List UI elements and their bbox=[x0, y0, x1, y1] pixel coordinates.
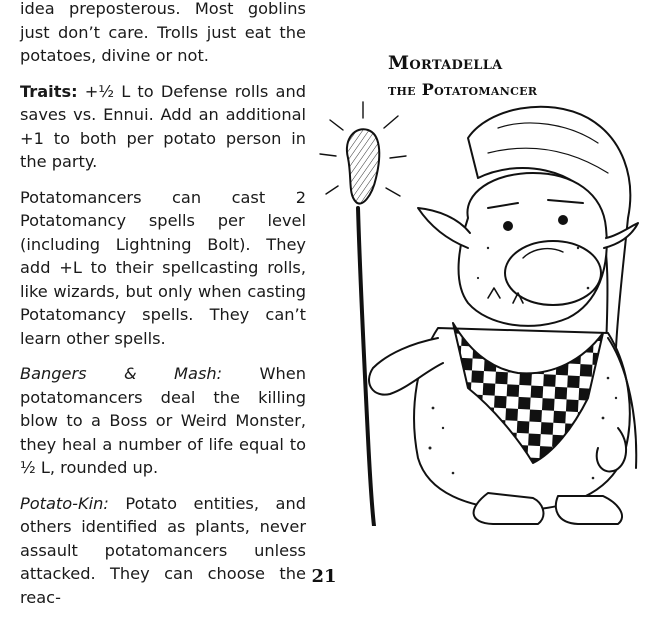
traits-text: +½ L to Defense rolls and saves vs. Ennui. Add an additional +1 to both per potato person in the party. bbox=[20, 81, 306, 171]
potato-kin-text: Potato entities, and others identified as plants, never assault potatomancers unless attacked. They can choose the reac- bbox=[20, 493, 306, 607]
staff-shaft bbox=[358, 208, 374, 526]
traits-label: Traits: bbox=[20, 81, 78, 101]
goblin-feet bbox=[474, 493, 544, 524]
text-column bbox=[20, 0, 306, 621]
bangers-mash-text: When potatomancers deal the killing blow to a Boss or Weird Monster, they heal a number of life equal to ½ L, rounded up. bbox=[20, 364, 306, 477]
potatomancer-illustration bbox=[318, 98, 640, 526]
paragraph-intro: idea preposterous. Most goblins just don’t care. Trolls just eat the potatoes, divine or not. bbox=[20, 0, 306, 65]
paragraph-potato-kin bbox=[20, 492, 306, 610]
caption-title: the Potatomancer bbox=[388, 80, 538, 99]
paragraph-traits bbox=[20, 80, 306, 174]
paragraph-bangers-mash bbox=[20, 362, 306, 480]
caption-name: Mortadella bbox=[388, 52, 503, 74]
page-number: 21 bbox=[311, 566, 337, 587]
staff-potato bbox=[347, 129, 379, 203]
paragraph-spellcasting: Potatomancers can cast 2 Potatomancy spells per level (including Lightning Bolt). They add +L to their spellcasting rolls, like wizards, but only when casting Potatomancy spells. They can’t learn other spells. bbox=[20, 187, 306, 348]
bangers-mash-label: Bangers & Mash: bbox=[20, 364, 223, 383]
potato-kin-label: Potato-Kin: bbox=[20, 493, 109, 513]
